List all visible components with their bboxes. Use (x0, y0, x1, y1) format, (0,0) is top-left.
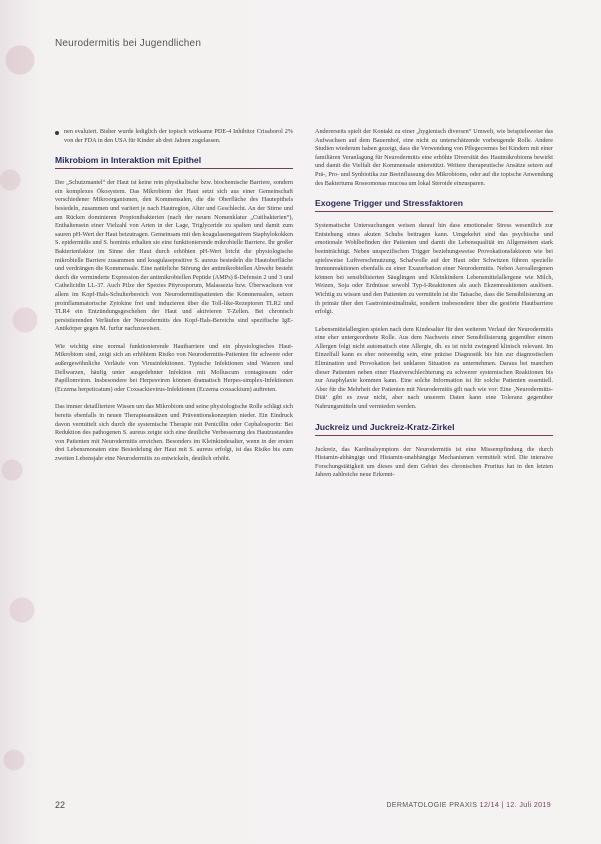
section-heading-microbiome: Mikrobiom in Interaktion mit Epithel (55, 155, 293, 169)
section-heading-triggers: Exogene Trigger und Stressfaktoren (315, 198, 553, 212)
journal-name: DERMATOLOGIE PRAXIS (386, 802, 478, 809)
paragraph: Systematische Untersuchungen weisen darauf hin dass emotionaler Stress wesentlich zur Entstehung eines akuten Schubs beitragen kann. Umgekehrt sind das psychische und emotionale Wohlbefinden der Patienten und damit die Lebensqualität im Allgemeinen stark beeinträchtigt. Neben unspezifischen Trigger beziehungsweise Provokationsfaktoren wie bei spielsweise Luftverschmutzung, Schafwolle auf der Haut oder Schwitzen führen spezielle Immunreaktionen ebenfalls zu einer Exazerbation einer Neurodermitis. Neben Aeroallergenen können bei sensibilisierten Säuglingen und Kleinkindern Lebensmittelallergene wie Milch, Weizen, Soja oder Erdnüsse sowohl Typ-I-Reaktionen als auch Ekzemreaktionen auslösen. Wichtig zu wissen und den Patienten zu vermitteln ist die Tatsache, dass die Sensibilisierung an ih primär über den Gastrointestinaltrakt, sondern insbesondere über die gestörte Hautbarriere erfolgt. (315, 222, 553, 316)
paragraph: Wie wichtig eine normal funktionierende Hautbarriere und ein physiologisches Haut-Mikrobiom sind, zeigt sich an erhöhtem Risiko von Neurodermitis-Patienten für schwere oder außergewöhnliche Verläufe von Virusinfektionen. Typische Infektionen sind Warzen und Dellwarzen, häufig unter ausgedehnter Infektion mit Molluscum contagiosum oder Papillomviren. Insbesondere bei Herpesviren können dramatisch Herpes-simplex-Infektionen (Eczema herpeticatum) oder Coxsackievirus-Infektionen (Eczema coxsackium) auftreten. (55, 342, 293, 393)
journal-info (386, 802, 551, 809)
issue-date: 12/14 | 12. Juli 2019 (479, 802, 551, 809)
paragraph: Juckreiz, das Kardinalsymptom der Neurodermitis ist eine Missempfindung die durch Histamin-abhängige und Histamin-unabhängige Mechanismen vermittelt wird. Die intensive Forschungstätigkeit um dieses und dem Gebiet des chronischen Pruritus hat in den letzten Jahren zahlreiche neue Erkennt- (315, 445, 553, 479)
paragraph: Der „Schutzmantel“ der Haut ist keine rein physikalische bzw. biochemische Barriere, sondern ein komplexes Ökosystem. Das Mikrobiom der Haut setzt sich aus einer Gemeinschaft verschiedener Mikroorganismen, den Kommensalen, die die Oberfläche des Hautepithels besiedeln, zusammen und variiert je nach Hautregion, Alter und Geschlecht. An der Stirne und am Rücken dominieren Propionibakterien (nach der neuen Nomenklatur „Cutibakterien“), Enthaltensein einer Vielzahl von Arten in der Lage, Triglyceride zu spalten und damit zum sauren pH-Wert der Haut beizutragen. Gemeinsam mit den koagulasenegativen Staphylokokken S. epidermidis und S. hominis erhalten sie eine funktionierende mikrobielle Barriere. Ihr großer Bakterienfaktor im Sinne der Haut durch erhöhten pH-Wert bricht die physiologische mikrobielle Barriere zusammen und koagulasepositive S. aureus besiedeln die Hautoberfläche und verdrängen die Kommensale. Eine natürliche Störung der antimikrobiellen Abwehr besteht durch die verminderte Expression der antimikrobiellen Peptide (AMPs) ß-Defensin 2 und 3 und Cathelicidin LL-37. Auch Pilze der Spezies Pityrosporum, Malassezia bzw. Überwachsen vor allem im Kopf-Hals-Schulterbereich von Neurodermitispatienten die Kommensalen, setzen proinflammatorische Zytokine frei und induzieren über die Toll-like-Rezeptoren TLR2 und TLR4 ein Entzündungsgeschehen der Haut und aktivieren T-Zellen. Bei chronisch persistierenden Verläufen der Neurodermitis des Kopf-Hals-Bereichs sind spezifische IgE-Antikörper gegen M. furfur nachzuweisen. (55, 179, 293, 333)
page-number: 22 (55, 800, 66, 810)
decorative-pattern (0, 0, 40, 844)
paragraph: Andererseits spielt der Kontakt zu einer „hygienisch diversen“ Umwelt, wie beispielsweise das Aufwachsen auf dem Bauernhof, eine nicht zu unterschätzende vorbeugende Rolle. Andere Studien wiederum haben gezeigt, dass die Verwendung von Pflegecremes bei Kindern mit einer familiären Veranlagung für Neurodermitis eine erhöhte Diversität des Hautmikrobioms bewirkt und damit die Vielfalt der Kommensale unterstützt. Weitere therapeutische Ansätze setzen auf Prä-, Pro- und Synbiotika zur Beeinflussung des Mikrobioms, oder auf die topische Anwendung des Bakteriums Roseomonas mucosa um lokal Steroide einzusparen. (315, 128, 553, 187)
bullet-paragraph: nen evaluiert. Bisher wurde lediglich der topisch wirksame PDE-4 Inhibitor Crisaborol 2% von der FDA in den USA für Kinder ab drei Jahren zugelassen. (55, 128, 293, 145)
right-column (315, 128, 553, 489)
left-column (55, 128, 293, 473)
running-head: Neurodermitis bei Jugendlichen (55, 38, 202, 49)
paragraph: Das immer detailliertere Wissen um das Mikrobiom und seine physiologische Rolle schlägt sich bereits ebenfalls in neuen Therapieansätzen und Präventionskonzepten nieder. Ein Eindruck davon vermittelt sich durch die systemische Therapie mit Penicillin oder Cephalosporin: Bei Reduktion des pathogenen S. aureus zeigte sich eine deutliche Verbesserung des Hautzustandes von Patienten mit Neurodermitis erreichen. Besonders im Kleinkindesalter, wenn in der ersten drei Lebensmonaten eine Besiedelung der Haut mit S. aureus erfolgt, ist das Risiko bis zum zweiten Lebensjahr eine Neurodermitis zu entwickeln, deutlich erhöht. (55, 403, 293, 462)
section-heading-itch: Juckreiz und Juckreiz-Kratz-Zirkel (315, 422, 553, 436)
paragraph: Lebensmittelallergien spielen nach dem Kindesalter für den weiteren Verlauf der Neurodermitis eine eher untergeordnete Rolle. Aus dem Nachweis einer Sensibilisierung gegenüber einem Allergen folgt nicht automatisch eine Allergie, dh. es ist nicht zwingend klinisch relevant. Im Einzelfall kann es eher notwendig sein, eine präzise Diagnostik bis hin zur diagnostischen Elimination und Provokation bei unklaren Situation zu unternehmen. Daraus bei manchen dieser Patienten neben einer Hautverschlechterung zu schwerer systemischen Reaktionen bis zur Anaphylaxie kommen kann. Eine solche Information ist für solche Patienten essentiell. Aber für die Mehrheit der Patienten mit Neurodermitis gilt nach wie vor: Eine ‚Neurodermitis-Diät‘ gibt es zwar nicht, aber nach unserem Daten kann eine Toleranz gegenüber Nahrungsmitteln und vermieden werden. (315, 325, 553, 411)
